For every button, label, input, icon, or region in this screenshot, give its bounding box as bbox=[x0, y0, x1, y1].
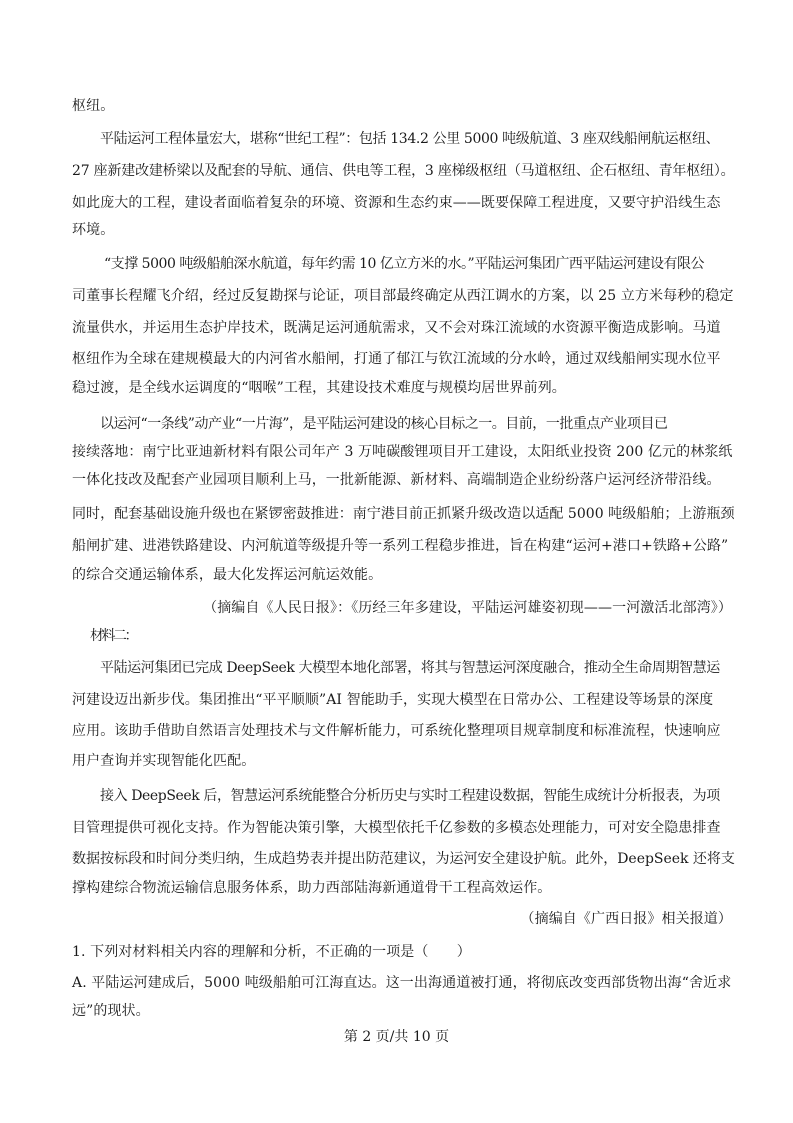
text-line: 同时，配套基础设施升级也在紧锣密鼓推进：南宁港目前正抓紧升级改造以适配 5000 吨级船舶；上游瓶颈 bbox=[72, 506, 735, 522]
text-line: 流量供水，并运用生态护岸技术，既满足运河通航需求，又不会对珠江流域的水资源平衡造成影响。马道 bbox=[72, 320, 721, 336]
source-citation: （摘编自《人民日报》：《历经三年多建设，平陆运河雄姿初现——一河激活北部湾》） bbox=[203, 600, 732, 616]
question-stem: 1. 下列对材料相关内容的理解和分析，不正确的一项是（ ） bbox=[72, 944, 471, 960]
paragraph-line: “支撑 5000 吨级船舶深水航道，每年约需 10 亿立方米的水。”平陆运河集团广西平陆运河建设有限公 bbox=[104, 256, 705, 272]
text-line: 河建设迈出新步伐。集团推出“平平顺顺”AI 智能助手，实现大模型在日常办公、工程建设等场景的深度 bbox=[72, 692, 714, 708]
text-line: 27 座新建改建桥梁以及配套的导航、通信、供电等工程，3 座梯级枢纽（马道枢纽、企石枢纽、青年枢纽）。 bbox=[72, 163, 735, 179]
paragraph-line: 接入 DeepSeek 后，智慧运河系统能整合分析历史与实时工程建设数据，智能生成统计分析报表，为项 bbox=[100, 788, 720, 804]
text-line: 枢纽作为全球在建规模最大的内河省水船闸，打通了郁江与钦江流域的分水岭，通过双线船闸实现水位平 bbox=[72, 351, 721, 367]
text-line: 用户查询并实现智能化匹配。 bbox=[72, 753, 256, 769]
text-line: 一体化技改及配套产业园项目顺利上马，一批新能源、新材料、高端制造企业纷纷落户运河经济带沿线。 bbox=[72, 472, 721, 488]
text-line: 的综合交通运输体系，最大化发挥运河航运效能。 bbox=[72, 567, 383, 583]
text-line: 接续落地：南宁比亚迪新材料有限公司年产 3 万吨碳酸锂项目开工建设，太阳纸业投资 200 亿元的林浆纸 bbox=[72, 444, 733, 460]
text-line: 撑构建综合物流运输信息服务体系，助力西部陆海新通道骨干工程高效运作。 bbox=[72, 880, 552, 896]
text-line: 环境。 bbox=[72, 222, 115, 238]
text-line: 如此庞大的工程，建设者面临着复杂的环境、资源和生态约束——既要保障工程进度，又要守护沿线生态 bbox=[72, 195, 721, 211]
page-footer: 第 2 页/共 10 页 bbox=[343, 1029, 450, 1045]
text-line: 稳过渡，是全线水运调度的“咽喉”工程，其建设技术难度与规模均居世界前列。 bbox=[72, 380, 566, 396]
source-citation: （摘编自《广西日报》相关报道） bbox=[520, 911, 732, 927]
text-line: 司董事长程耀飞介绍，经过反复勘探与论证，项目部最终确定从西江调水的方案，以 25 立方米每秒的稳定 bbox=[72, 288, 734, 304]
text-line: 应用。该助手借助自然语言处理技术与文件解析能力，可系统化整理项目规章制度和标准流程，快速响应 bbox=[72, 723, 721, 739]
paragraph-line: 平陆运河集团已完成 DeepSeek 大模型本地化部署，将其与智慧运河深度融合，推动全生命周期智慧运 bbox=[100, 660, 720, 676]
text-line: 枢纽。 bbox=[72, 98, 115, 114]
paragraph-line: 平陆运河工程体量宏大，堪称“世纪工程”：包括 134.2 公里 5000 吨级航道、3 座双线船闸航运枢纽、 bbox=[100, 131, 720, 147]
text-line: 船闸扩建、进港铁路建设、内河航道等级提升等一系列工程稳步推进，旨在构建“运河+港口+铁路+公路” bbox=[72, 538, 729, 554]
text-line: 数据按标段和时间分类归纳，生成趋势表并提出防范建议，为运河安全建设护航。此外，DeepSeek 还将支 bbox=[72, 851, 735, 867]
paragraph-line: 以运河“一条线”动产业“一片海”，是平陆运河建设的核心目标之一。目前，一批重点产业项目已 bbox=[100, 416, 668, 432]
answer-option-a: A. 平陆运河建成后，5000 吨级船舶可江海直达。这一出海通道被打通，将彻底改变西部货物出海“舍近求 bbox=[72, 975, 732, 991]
text-line: 目管理提供可视化支持。作为智能决策引擎，大模型依托千亿参数的多模态处理能力，可对安全隐患排查 bbox=[72, 820, 721, 836]
section-heading: 材料二： bbox=[90, 628, 136, 644]
text-line: 远”的现状。 bbox=[72, 1003, 150, 1019]
